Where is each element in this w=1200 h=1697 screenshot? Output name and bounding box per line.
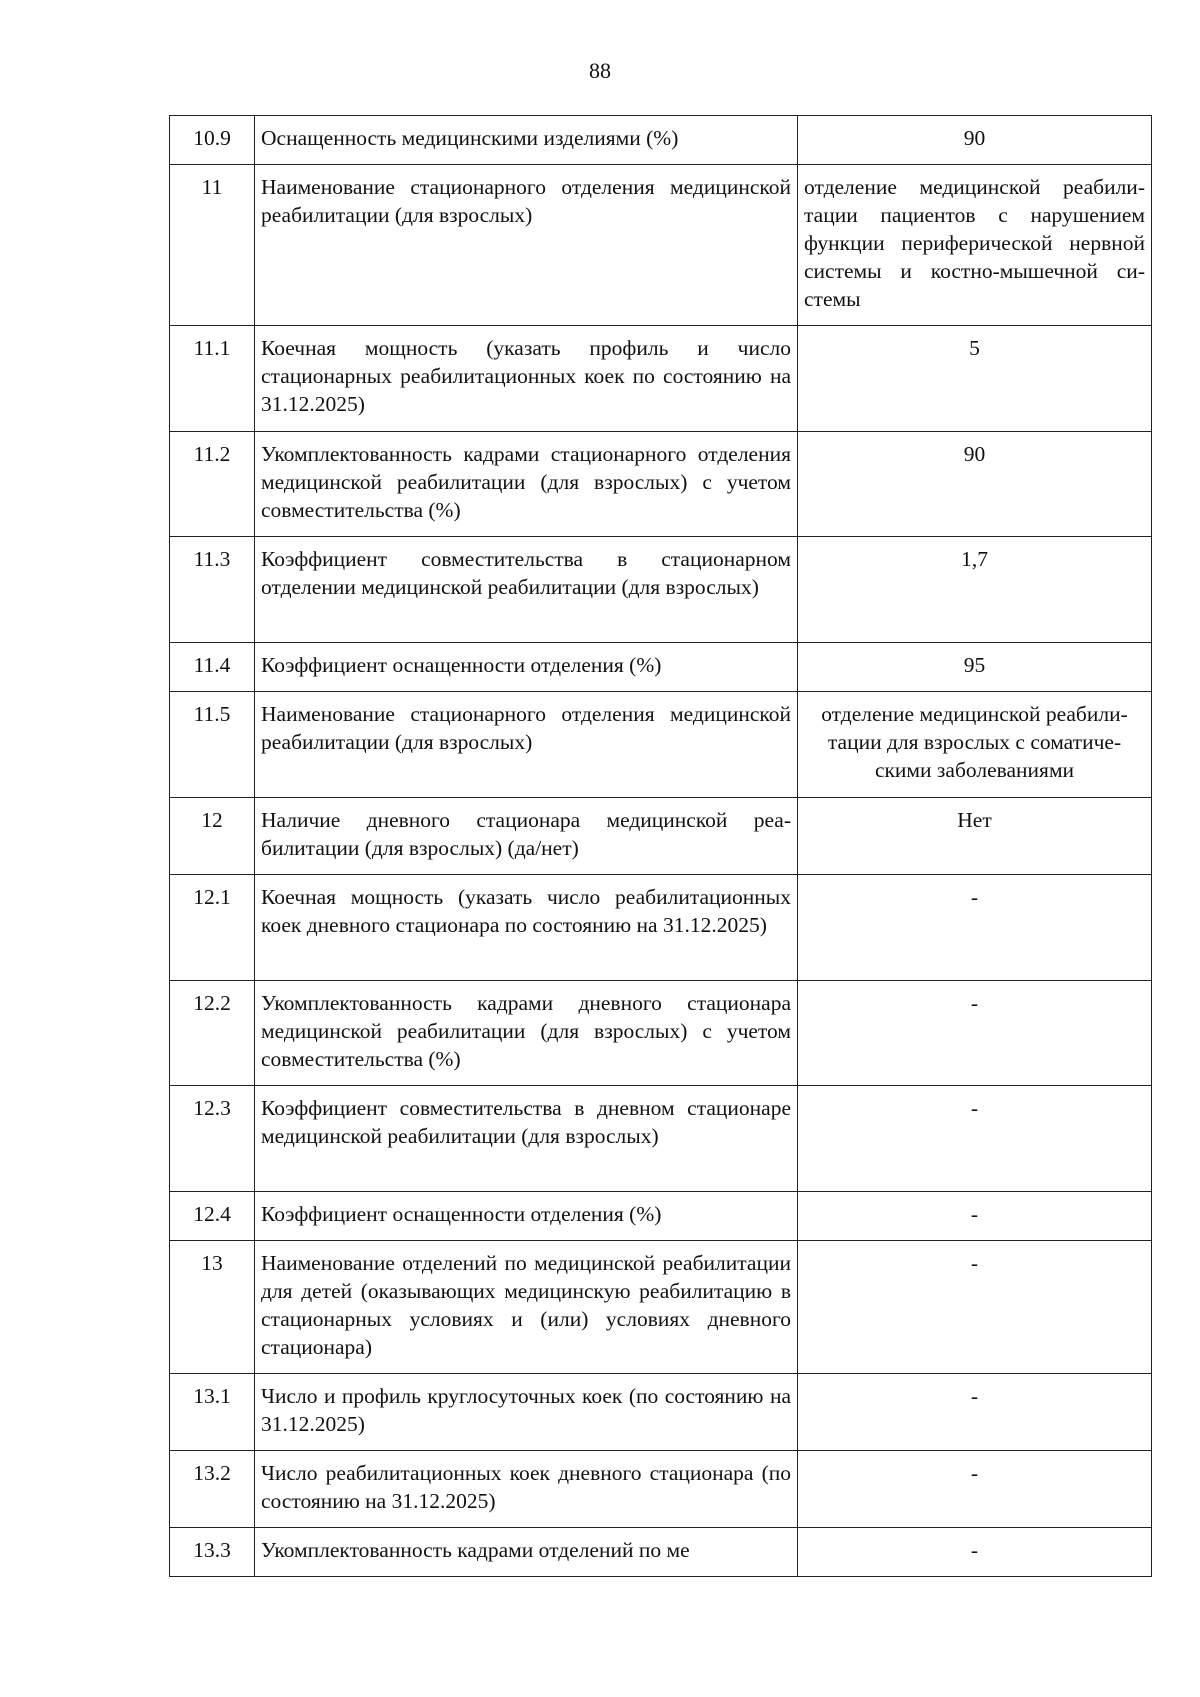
row-description: Укомплектованность кадрами отделений по ме: [255, 1528, 798, 1577]
row-number: 12.3: [170, 1086, 255, 1192]
row-description: Укомплектованность кадрами стационарного отделения медицинской реабилитации (для взрослых) с учетом совместительства (%): [255, 432, 798, 537]
row-description: Коэффициент совместительства в стационарном отделении медицинской реабилитации (для взрослых): [255, 537, 798, 643]
table-row: [170, 165, 1152, 326]
row-number: 10.9: [170, 116, 255, 165]
row-value: -: [798, 1086, 1152, 1192]
row-description: Наименование отделений по медицинской реабилитации для детей (оказывающих медицинскую реабилитацию в стационарных условиях и (или) условиях дневного стационара): [255, 1241, 798, 1374]
row-number: 11.4: [170, 643, 255, 692]
row-description: Укомплектованность кадрами дневного стационара медицинской реабилитации (для взрослых) с учетом совместительства (%): [255, 981, 798, 1086]
row-description: Число и профиль круглосуточных коек (по состоянию на 31.12.2025): [255, 1374, 798, 1451]
row-number: 11: [170, 165, 255, 326]
row-value: отделение медицинской реабилитации пациентов с нарушением функции периферической нервной системы и костно-мышечной системы: [798, 165, 1152, 326]
row-description: Наименование стационарного отделения медицинской реабилитации (для взрослых): [255, 165, 798, 326]
row-description: Число реабилитационных коек дневного стационара (по состоянию на 31.12.2025): [255, 1451, 798, 1528]
table-row: [170, 1528, 1152, 1577]
table-row: [170, 692, 1152, 798]
row-value: Нет: [798, 798, 1152, 875]
row-description: Коэффициент оснащенности отделения (%): [255, 1192, 798, 1241]
row-number: 13: [170, 1241, 255, 1374]
table-row: [170, 326, 1152, 432]
row-description: Коечная мощность (указать число реабилитационных коек дневного стационара по состоянию на 31.12.2025): [255, 875, 798, 981]
row-number: 12.1: [170, 875, 255, 981]
row-value: -: [798, 1451, 1152, 1528]
table-row: [170, 1192, 1152, 1241]
row-value: -: [798, 1374, 1152, 1451]
table-row: [170, 981, 1152, 1086]
row-description: Коечная мощность (указать профиль и число стационарных реабилитационных коек по состоянию на 31.12.2025): [255, 326, 798, 432]
row-description: Оснащенность медицинскими изделиями (%): [255, 116, 798, 165]
table-row: [170, 875, 1152, 981]
page-number: 88: [589, 58, 611, 83]
data-table: [169, 115, 1152, 1577]
table-row: [170, 1241, 1152, 1374]
table-row: [170, 1086, 1152, 1192]
table-row: [170, 643, 1152, 692]
table-row: [170, 537, 1152, 643]
row-number: 11.5: [170, 692, 255, 798]
row-number: 11.3: [170, 537, 255, 643]
row-number: 11.1: [170, 326, 255, 432]
row-value: -: [798, 875, 1152, 981]
row-number: 11.2: [170, 432, 255, 537]
row-description: Наличие дневного стационара медицинской реабилитации (для взрослых) (да/нет): [255, 798, 798, 875]
row-description: Коэффициент оснащенности отделения (%): [255, 643, 798, 692]
table-row: [170, 116, 1152, 165]
row-number: 13.3: [170, 1528, 255, 1577]
row-number: 13.1: [170, 1374, 255, 1451]
row-value: 90: [798, 116, 1152, 165]
row-description: Коэффициент совместительства в дневном стационаре медицинской реабилитации (для взрослых): [255, 1086, 798, 1192]
row-value: отделение медицинской реабилитации для взрослых с соматическими заболеваниями: [798, 692, 1152, 798]
row-number: 12: [170, 798, 255, 875]
row-description: Наименование стационарного отделения медицинской реабилитации (для взрослых): [255, 692, 798, 798]
table-row: [170, 1451, 1152, 1528]
table-body: [170, 116, 1152, 1577]
row-value: -: [798, 981, 1152, 1086]
row-value: 5: [798, 326, 1152, 432]
table-row: [170, 432, 1152, 537]
row-value: 90: [798, 432, 1152, 537]
row-value: -: [798, 1528, 1152, 1577]
row-value: 1,7: [798, 537, 1152, 643]
row-value: -: [798, 1192, 1152, 1241]
table-row: [170, 1374, 1152, 1451]
row-number: 13.2: [170, 1451, 255, 1528]
row-value: 95: [798, 643, 1152, 692]
row-number: 12.2: [170, 981, 255, 1086]
row-number: 12.4: [170, 1192, 255, 1241]
table-row: [170, 798, 1152, 875]
row-value: -: [798, 1241, 1152, 1374]
